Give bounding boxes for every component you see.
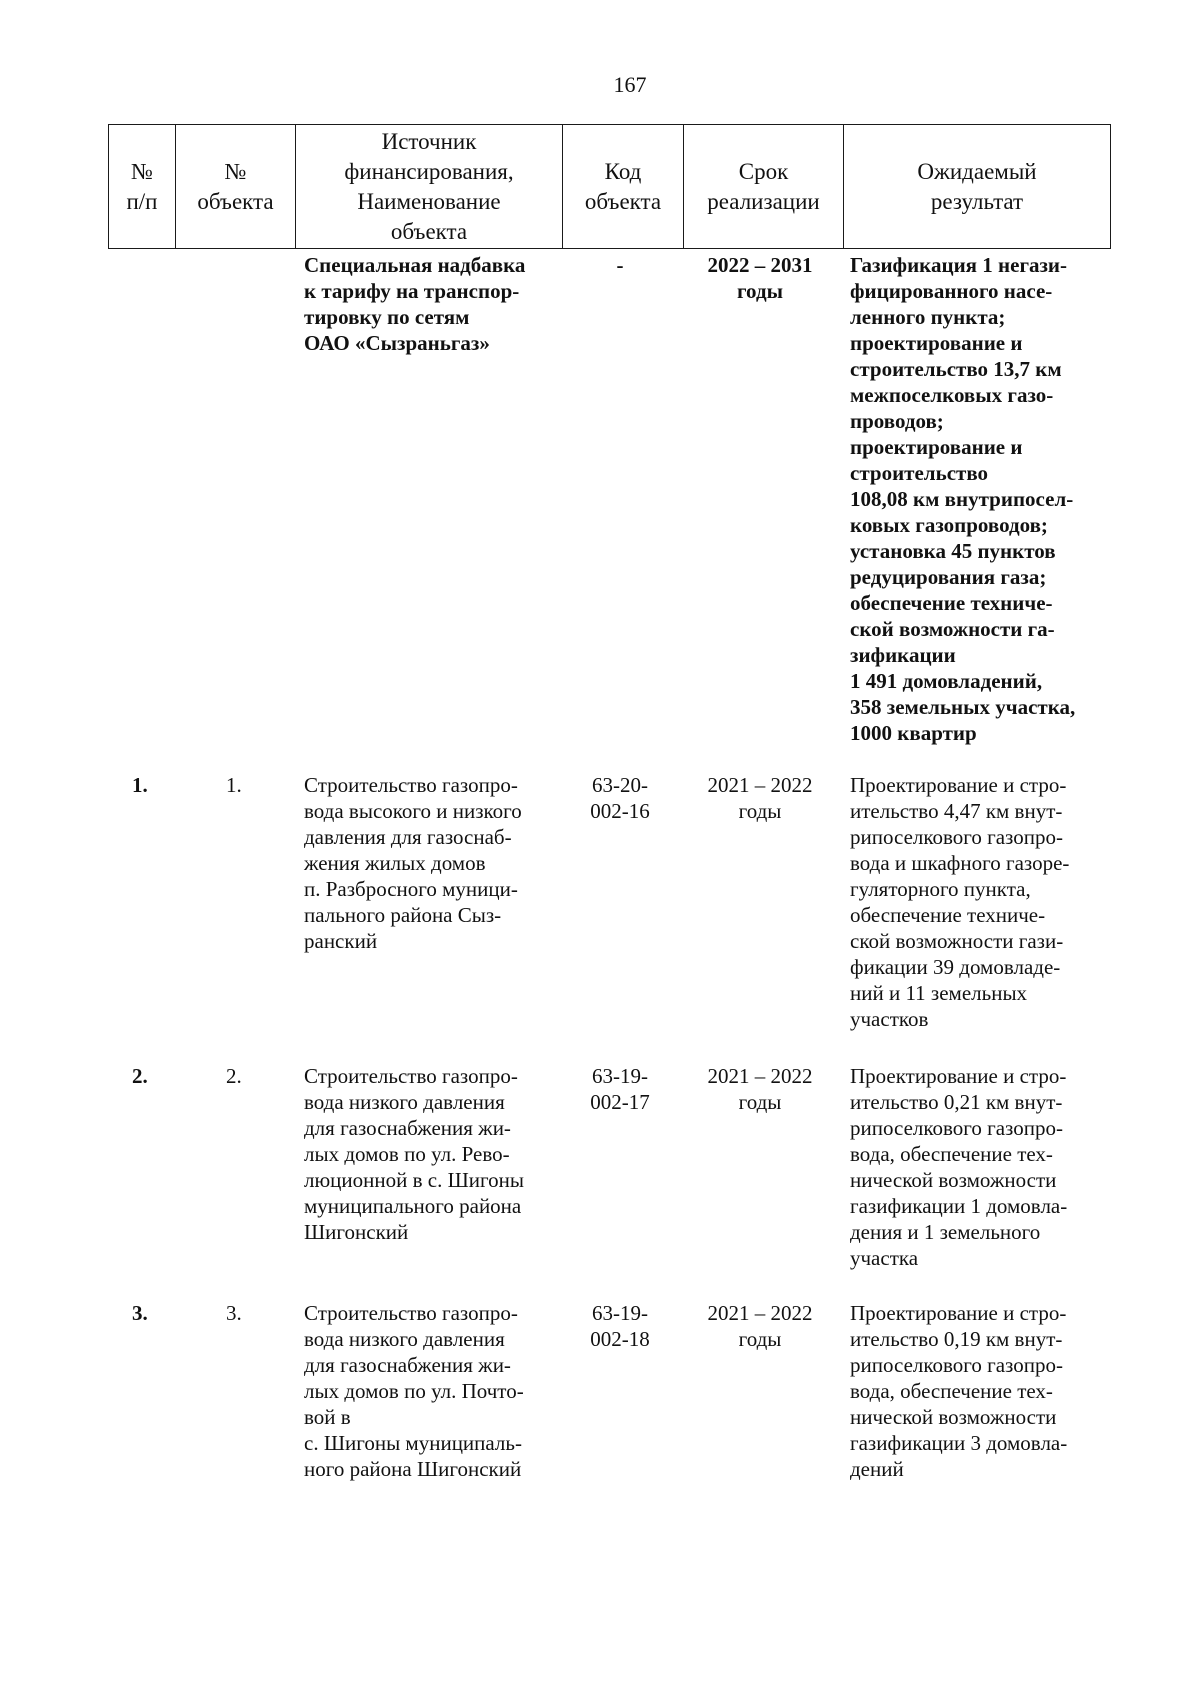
object-term: 2021 – 2022 годы — [707, 1301, 813, 1351]
header-row-number: № п/п — [109, 125, 176, 249]
header-source: Источник финансирования, Наименование объекта — [296, 125, 563, 249]
row-number: 3. — [132, 1301, 148, 1325]
object-term: 2021 – 2022 годы — [707, 773, 813, 823]
header-result: Ожидаемый результат — [844, 125, 1111, 249]
object-number: 1. — [226, 773, 242, 797]
table-header — [108, 124, 1111, 249]
section-result: Газификация 1 негази- фицированного насе- ленного пункта; проектирование и строительство 13,7 км межпоселковых газо- проводов; проектирование и строительство 108,08 км внутрипосел- ковых газопроводов; установка 45 пунктов редуцирования газа; обеспечение техниче- ской возможности га- зификации 1 491 домовладений, 358 земельных участка, 1000 квартир — [850, 253, 1076, 745]
section-term: 2022 – 2031 годы — [707, 253, 813, 303]
object-result: Проектирование и стро- ительство 0,21 км внут- рипоселкового газопро- вода, обеспечение тех- нической возможности газификации 1 домовла- дения и 1 земельного участка — [850, 1064, 1068, 1270]
object-name: Строительство газопро- вода высокого и низкого давления для газоснаб- жения жилых домов п. Разбросного муници- пального района Сыз- ранский — [304, 773, 522, 953]
object-code: 63-20- 002-16 — [590, 773, 650, 823]
object-result: Проектирование и стро- ительство 4,47 км внут- рипоселкового газопро- вода и шкафного газоре- гуляторного пункта, обеспечение техниче- ской возможности гази- фикации 39 домовладе- ний и 11 земельных участков — [850, 773, 1070, 1031]
header-term: Срок реализации — [684, 125, 844, 249]
object-name: Строительство газопро- вода низкого давления для газоснабжения жи- лых домов по ул. Почто- вой в с. Шигоны муниципаль- ного района Шигонский — [304, 1301, 524, 1481]
object-name: Строительство газопро- вода низкого давления для газоснабжения жи- лых домов по ул. Рево- люционной в с. Шигоны муниципального района Шигонский — [304, 1064, 524, 1244]
object-code: 63-19- 002-17 — [590, 1064, 650, 1114]
section-code: - — [616, 253, 624, 277]
object-code: 63-19- 002-18 — [590, 1301, 650, 1351]
header-object-number: № объекта — [176, 125, 296, 249]
header-object-code: Код объекта — [563, 125, 684, 249]
object-number: 3. — [226, 1301, 242, 1325]
row-number: 1. — [132, 773, 148, 797]
object-number: 2. — [226, 1064, 242, 1088]
row-number: 2. — [132, 1064, 148, 1088]
section-source: Специальная надбавка к тарифу на транспор- тировку по сетям ОАО «Сызраньгаз» — [304, 253, 526, 355]
object-term: 2021 – 2022 годы — [707, 1064, 813, 1114]
object-result: Проектирование и стро- ительство 0,19 км внут- рипоселкового газопро- вода, обеспечение тех- нической возможности газификации 3 домовла- дений — [850, 1301, 1068, 1481]
page-number: 167 — [613, 72, 647, 97]
